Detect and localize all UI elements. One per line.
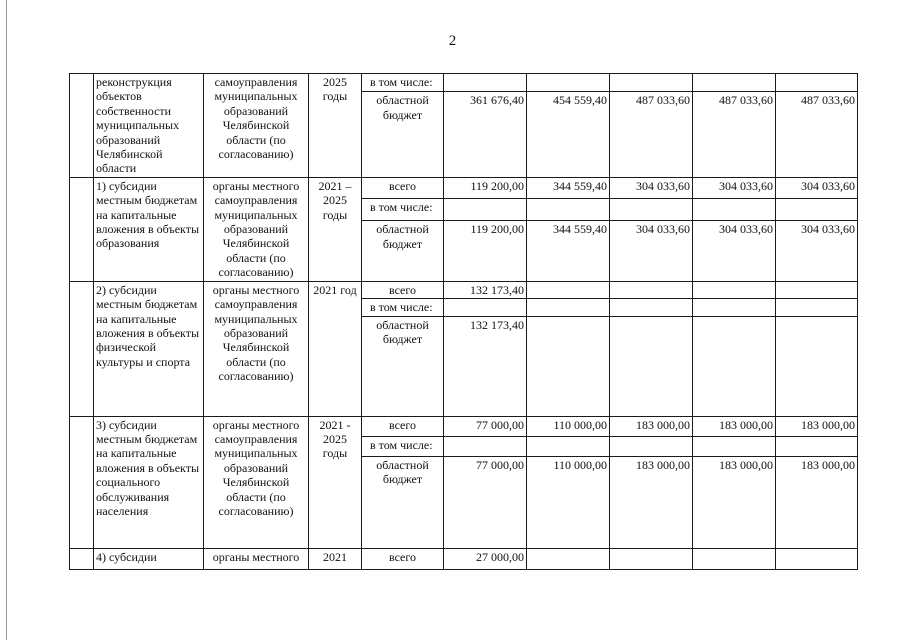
amount-cell [693,74,776,92]
amount-cell: 487 033,60 [610,92,693,178]
amount-cell [776,548,858,569]
funding-source-cell: в том числе: [362,74,444,92]
funding-source-cell: областной бюджет [362,316,444,416]
amount-cell: 183 000,00 [776,416,858,436]
amount-cell [444,199,527,221]
amount-cell [610,299,693,316]
amount-cell: 304 033,60 [776,221,858,282]
amount-cell [693,436,776,456]
amount-cell: 110 000,00 [527,416,610,436]
amount-cell [693,281,776,298]
row-number-cell [70,74,94,178]
amount-cell [693,548,776,569]
amount-cell: 304 033,60 [776,177,858,199]
page-number: 2 [448,33,457,49]
amount-cell: 344 559,40 [527,177,610,199]
amount-cell [776,281,858,298]
funding-source-cell: всего [362,281,444,298]
period-cell: 2025 годы [309,74,362,178]
measure-name-cell: 3) субсидии местным бюджетам на капитальные вложения в объекты социального обслуживания населения [94,416,204,548]
executor-cell: органы местного самоуправления муниципальных образований Челябинской области (по согласованию) [204,281,309,416]
amount-cell [610,281,693,298]
amount-cell: 304 033,60 [693,177,776,199]
funding-source-cell: всего [362,416,444,436]
measure-name-cell: 2) субсидии местным бюджетам на капитальные вложения в объекты физической культуры и спорта [94,281,204,416]
period-cell: 2021 – 2025 годы [309,177,362,281]
amount-cell [693,316,776,416]
funding-source-cell: всего [362,177,444,199]
funding-source-cell: всего [362,548,444,569]
amount-cell: 361 676,40 [444,92,527,178]
amount-cell [610,436,693,456]
amount-cell [527,74,610,92]
funding-source-cell: в том числе: [362,199,444,221]
period-cell: 2021 - 2025 годы [309,416,362,548]
amount-cell [527,199,610,221]
amount-cell [776,74,858,92]
table-row [70,281,858,298]
amount-cell [776,436,858,456]
amount-cell [527,299,610,316]
executor-cell: самоуправления муниципальных образований Челябинской области (по согласованию) [204,74,309,178]
measure-name-cell: реконструкция объектов собственности муниципальных образований Челябинской области [94,74,204,178]
table-body [70,74,858,570]
amount-cell: 183 000,00 [610,416,693,436]
amount-cell [444,299,527,316]
amount-cell: 344 559,40 [527,221,610,282]
amount-cell: 487 033,60 [693,92,776,178]
amount-cell: 487 033,60 [776,92,858,178]
amount-cell: 304 033,60 [610,221,693,282]
table-row [70,548,858,569]
table-row [70,177,858,199]
amount-cell [527,316,610,416]
table-row [70,74,858,92]
amount-cell: 183 000,00 [610,456,693,548]
amount-cell: 183 000,00 [693,456,776,548]
period-cell: 2021 год [309,281,362,416]
amount-cell [444,74,527,92]
executor-cell: органы местного [204,548,309,569]
amount-cell: 119 200,00 [444,221,527,282]
measure-name-cell: 4) субсидии [94,548,204,569]
amount-cell: 77 000,00 [444,456,527,548]
amount-cell: 304 033,60 [693,221,776,282]
row-number-cell [70,548,94,569]
page-left-edge [6,0,7,640]
amount-cell [693,299,776,316]
funding-source-cell: областной бюджет [362,92,444,178]
amount-cell [527,548,610,569]
amount-cell [610,548,693,569]
executor-cell: органы местного самоуправления муниципальных образований Челябинской области (по согласованию) [204,177,309,281]
funding-source-cell: областной бюджет [362,456,444,548]
budget-table [69,73,858,570]
measure-name-cell: 1) субсидии местным бюджетам на капитальные вложения в объекты образования [94,177,204,281]
amount-cell: 110 000,00 [527,456,610,548]
amount-cell: 304 033,60 [610,177,693,199]
amount-cell: 119 200,00 [444,177,527,199]
amount-cell [610,316,693,416]
amount-cell [444,436,527,456]
executor-cell: органы местного самоуправления муниципальных образований Челябинской области (по согласованию) [204,416,309,548]
amount-cell [610,199,693,221]
amount-cell: 454 559,40 [527,92,610,178]
funding-source-cell: в том числе: [362,299,444,316]
row-number-cell [70,177,94,281]
amount-cell [693,199,776,221]
amount-cell: 132 173,40 [444,281,527,298]
amount-cell [610,74,693,92]
amount-cell: 77 000,00 [444,416,527,436]
table-row [70,416,858,436]
funding-source-cell: областной бюджет [362,221,444,282]
row-number-cell [70,416,94,548]
amount-cell [527,436,610,456]
amount-cell [776,299,858,316]
amount-cell: 132 173,40 [444,316,527,416]
amount-cell: 183 000,00 [776,456,858,548]
period-cell: 2021 [309,548,362,569]
amount-cell [776,316,858,416]
funding-source-cell: в том числе: [362,436,444,456]
row-number-cell [70,281,94,416]
amount-cell [527,281,610,298]
amount-cell: 27 000,00 [444,548,527,569]
amount-cell: 183 000,00 [693,416,776,436]
amount-cell [776,199,858,221]
